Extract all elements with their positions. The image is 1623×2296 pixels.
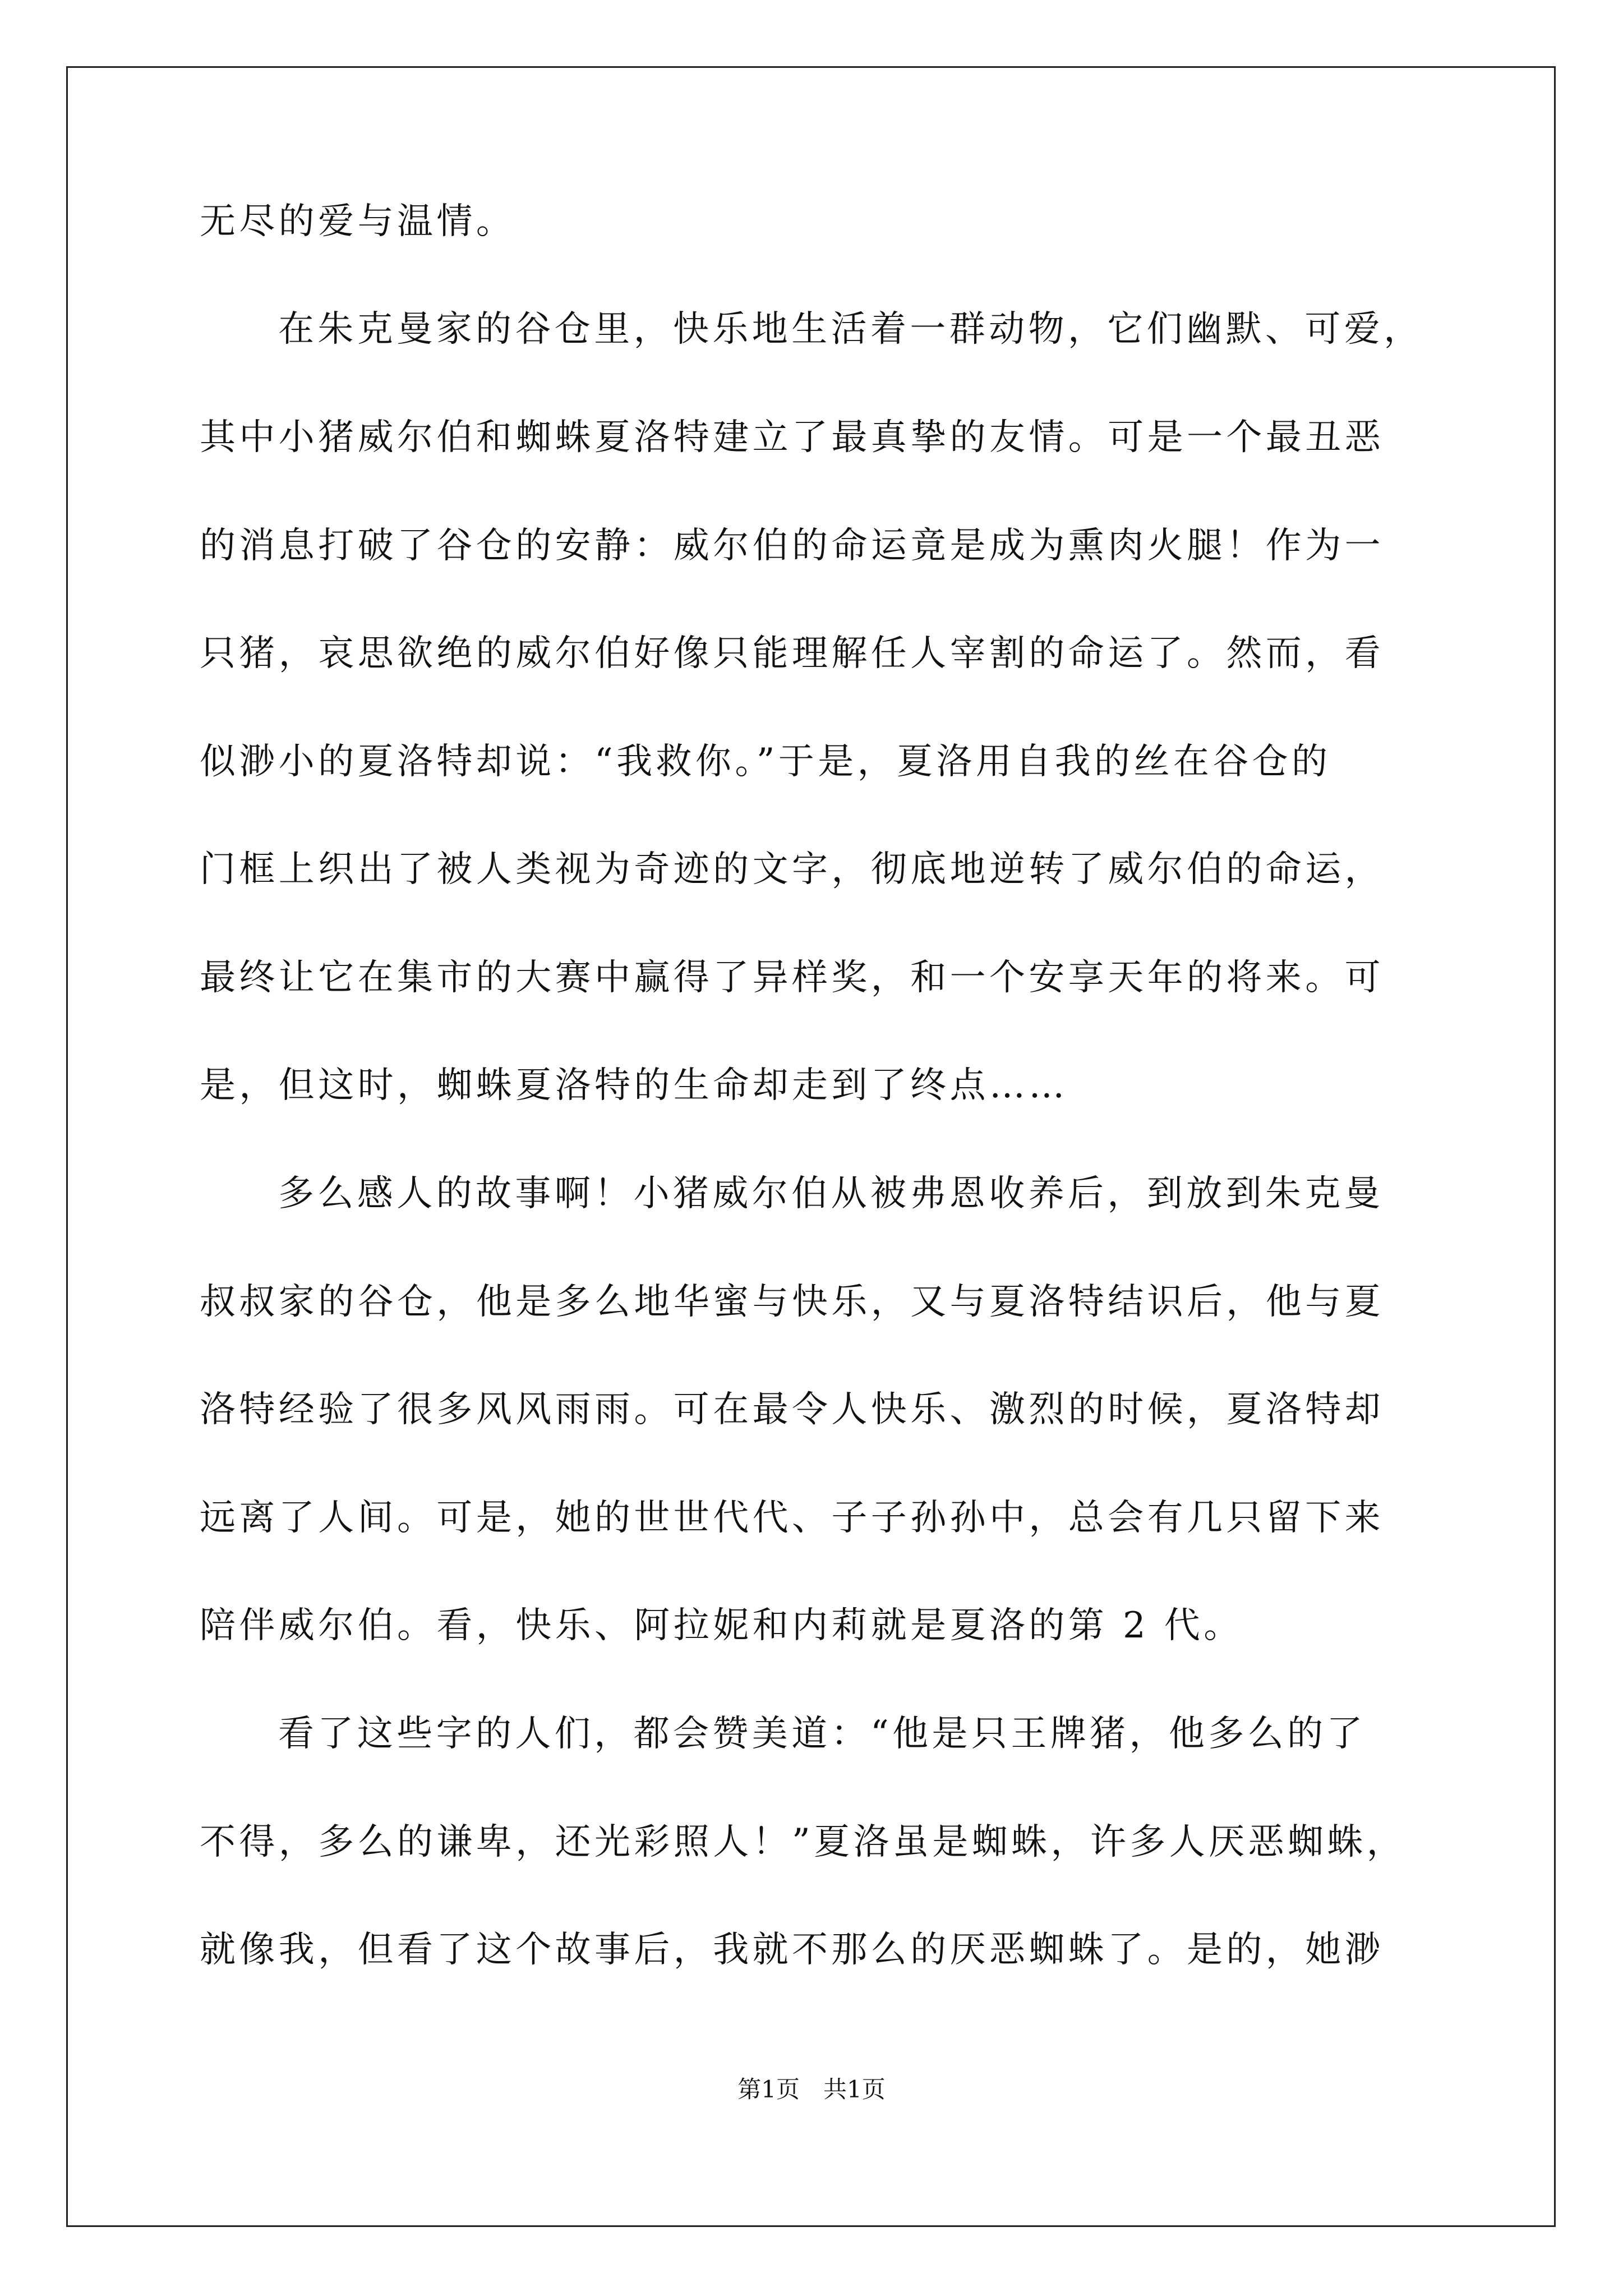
page-footer: 第1页 共1页 [737, 2076, 886, 2103]
text-line: 无尽的爱与温情。 [200, 201, 516, 242]
text-line: 在朱克曼家的谷仓里，快乐地生活着一群动物，它们幽默、可爱， [278, 309, 1423, 350]
text-line: 只猪，哀思欲绝的威尔伯好像只能理解任人宰割的命运了。然而，看 [200, 633, 1384, 674]
text-line: 其中小猪威尔伯和蜘蛛夏洛特建立了最真挚的友情。可是一个最丑恶 [200, 417, 1384, 458]
text-line: 是，但这时，蜘蛛夏洛特的生命却走到了终点…… [200, 1065, 1068, 1106]
text-line: 似渺小的夏洛特却说：“我救你。”于是，夏洛用自我的丝在谷仓的 [200, 741, 1331, 783]
text-line: 门框上织出了被人类视为奇迹的文字，彻底地逆转了威尔伯的命运， [200, 849, 1384, 890]
text-line: 的消息打破了谷仓的安静：威尔伯的命运竟是成为熏肉火腿！作为一 [200, 525, 1384, 567]
text-line: 看了这些字的人们，都会赞美道：“他是只王牌猪，他多么的了 [278, 1713, 1366, 1755]
text-line: 洛特经验了很多风风雨雨。可在最令人快乐、激烈的时候，夏洛特却 [200, 1389, 1384, 1430]
text-line: 最终让它在集市的大赛中赢得了异样奖，和一个安享天年的将来。可 [200, 957, 1384, 999]
text-line: 叔叔家的谷仓，他是多么地华蜜与快乐，又与夏洛特结识后，他与夏 [200, 1281, 1384, 1323]
page-border [66, 66, 1556, 2227]
text-line: 不得，多么的谦卑，还光彩照人！”夏洛虽是蜘蛛，许多人厌恶蜘蛛， [200, 1821, 1407, 1863]
text-line: 陪伴威尔伯。看，快乐、阿拉妮和内莉就是夏洛的第 2 代。 [200, 1605, 1243, 1646]
text-line: 多么感人的故事啊！小猪威尔伯从被弗恩收养后，到放到朱克曼 [278, 1173, 1384, 1214]
text-line: 就像我，但看了这个故事后，我就不那么的厌恶蜘蛛了。是的，她渺 [200, 1929, 1384, 1971]
text-line: 远离了人间。可是，她的世世代代、子子孙孙中，总会有几只留下来 [200, 1497, 1384, 1539]
